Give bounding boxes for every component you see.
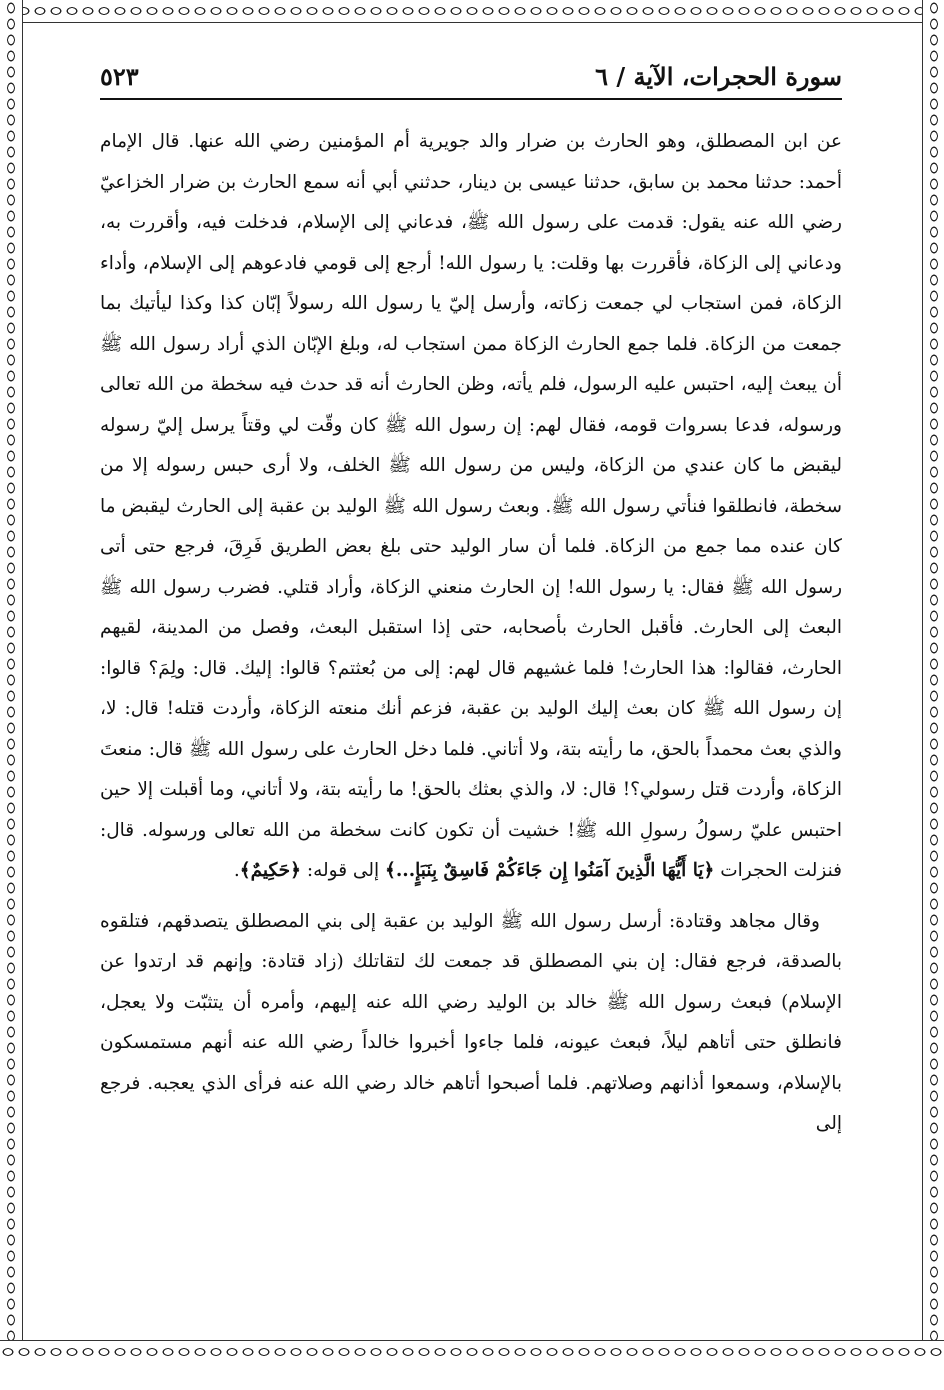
page-header [100,58,842,100]
ornamental-border-top [0,0,944,23]
ornamental-border-left [0,0,23,1362]
ornamental-border-right [922,0,944,1362]
ornamental-border-bottom [0,1340,944,1363]
paragraph-end-mark: . [233,860,240,881]
page-number: ٥٢٣ [100,62,139,91]
quran-verse-second: ﴿حَكِيمٌ﴾ [239,860,301,881]
paragraph-hadith [100,122,842,892]
quran-verse-first: ﴿يَا أَيُّهَا الَّذِينَ آمَنُوا إِن جَاءَكُمْ فَاسِقٌ بِنَبَإٍ...﴾ [385,860,715,881]
surah-title: سورة الحجرات، الآية / ٦ [595,62,842,91]
paragraph-hadith-text: عن ابن المصطلق، وهو الحارث بن ضرار والد جويرية أم المؤمنين رضي الله عنها. قال الإمام أحمد: حدثنا محمد بن سابق، حدثنا عيسى بن دينار، حدثني أبي أنه سمع الحارث بن ضرار الخزاعيّ رضي الله عنه يقول: قدمت على رسول الله ﷺ، فدعاني إلى الإسلام، فدخلت فيه، وأقررت به، ودعاني إلى الزكاة، فأقررت بها وقلت: يا رسول الله! أرجع إلى قومي فادعوهم إلى الإسلام، وأداء الزكاة، فمن استجاب لي جمعت زكاته، وأرسل إليّ يا رسول الله رسولاً إبّان كذا وكذا ليأتيك بما جمعت من الزكاة. فلما جمع الحارث الزكاة ممن استجاب له، وبلغ الإبّان الذي أراد رسول الله ﷺ أن يبعث إليه، احتبس عليه الرسول، فلم يأته، وظن الحارث أنه قد حدث فيه سخطة من الله تعالى ورسوله، فدعا بسروات قومه، فقال لهم: إن رسول الله ﷺ كان وقّت لي وقتاً يرسل إليّ رسوله ليقبض ما كان عندي من الزكاة، وليس من رسول الله ﷺ الخلف، ولا أرى حبس رسوله إلا من سخطة، فانطلقوا فنأتي رسول الله ﷺ. وبعث رسول الله ﷺ الوليد بن عقبة إلى الحارث ليقبض ما كان عنده مما جمع من الزكاة. فلما أن سار الوليد حتى بلغ بعض الطريق فَرِقَ، فرجع حتى أتى رسول الله ﷺ فقال: يا رسول الله! إن الحارث منعني الزكاة، وأراد قتلي. فضرب رسول الله ﷺ البعث إلى الحارث. فأقبل الحارث بأصحابه، حتى إذا استقبل البعث، وفصل من المدينة، لقيهم الحارث، فقالوا: هذا الحارث! فلما غشيهم قال لهم: إلى من بُعثتم؟ قالوا: إليك. قال: ولِمَ؟ قالوا: إن رسول الله ﷺ كان بعث إليك الوليد بن عقبة، فزعم أنك منعته الزكاة، وأردت قتله! قال: لا، والذي بعث محمداً بالحق، ما رأيته بتة، ولا أتاني. فلما دخل الحارث على رسول الله ﷺ قال: منعتَ الزكاة، وأردت قتل رسولي؟! قال: لا، والذي بعثك بالحق! ما رأيته بتة، ولا أتاني، وما أقبلت إلا حين احتبس عليّ رسولُ رسولِ الله ﷺ! خشيت أن تكون كانت سخطة من الله تعالى ورسوله. قال: فنزلت الحجرات [100,131,842,881]
page-body [100,122,842,1145]
paragraph-mujahid-qatada: وقال مجاهد وقتادة: أرسل رسول الله ﷺ الوليد بن عقبة إلى بني المصطلق يتصدقهم، فتلقوه بالصدقة، فرجع فقال: إن بني المصطلق قد جمعت لك لتقاتلك (زاد قتادة: وإنهم قد ارتدوا عن الإسلام) فبعث رسول الله ﷺ خالد بن الوليد رضي الله عنه إليهم، وأمره أن يتثبّت ولا يعجل، فانطلق حتى أتاهم ليلاً، فبعث عيونه، فلما جاءوا أخبروا خالداً رضي الله عنه أنهم مستمسكون بالإسلام، وسمعوا أذانهم وصلاتهم. فلما أصبحوا أتاهم خالد رضي الله عنه فرأى الذي يعجبه. فرجع إلى [100,910,842,1134]
between-verses-text: إلى قوله: [300,860,385,881]
